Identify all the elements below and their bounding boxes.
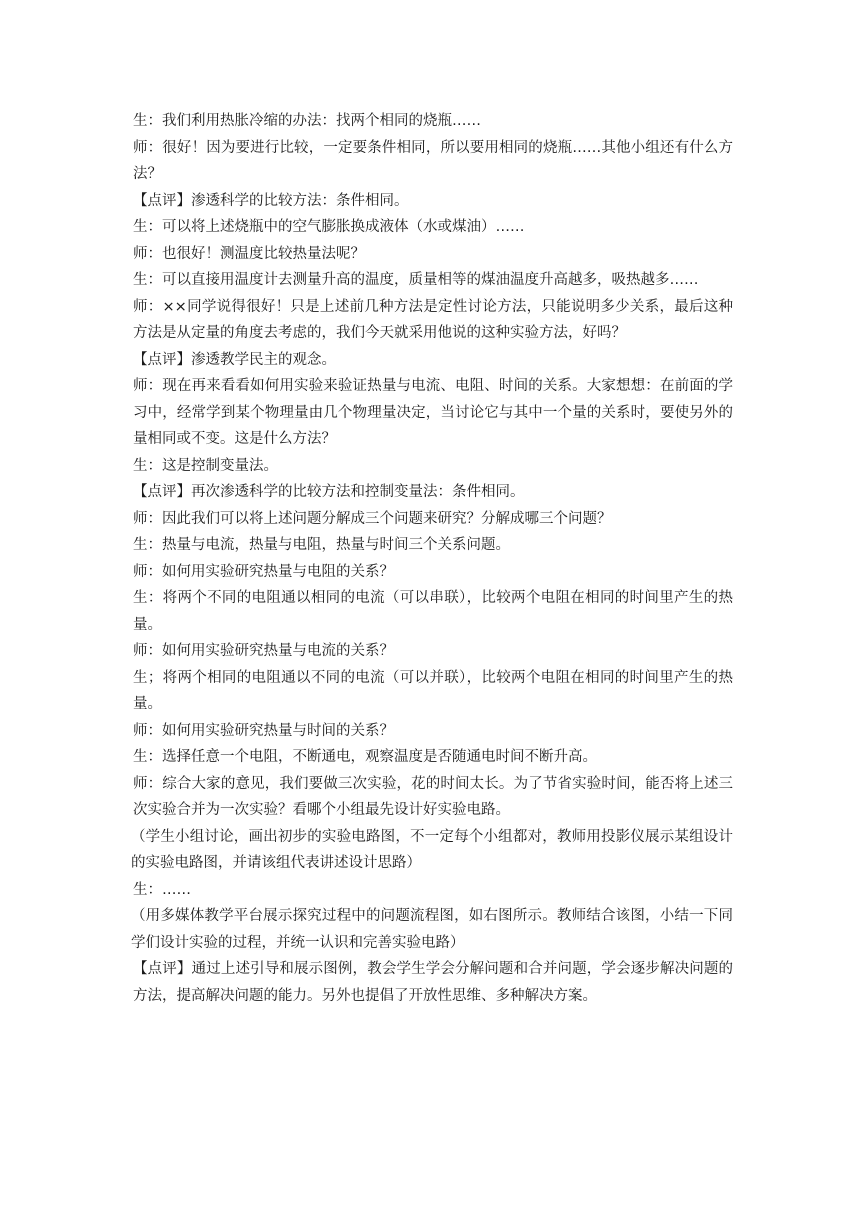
commentary: 【点评】通过上述引导和展示图例，教会学生学会分解问题和合并问题，学会逐步解决问题的方法，提高解决问题的能力。另外也提倡了开放性思维、多种解决方案。 xyxy=(133,961,733,1004)
dialogue-student: 生：热量与电流，热量与电阻，热量与时间三个关系问题。 xyxy=(133,537,510,553)
dialogue-student: 生：可以将上述烧瓶中的空气膨胀换成液体（水或煤油）…… xyxy=(133,219,525,235)
commentary: 【点评】渗透科学的比较方法：条件相同。 xyxy=(133,192,409,209)
dialogue-student: 生：…… xyxy=(133,881,191,898)
dialogue-student: 生：将两个不同的电阻通以相同的电流（可以串联），比较两个电阻在相同的时间里产生的热量。 xyxy=(133,590,733,633)
commentary: 【点评】再次渗透科学的比较方法和控制变量法：条件相同。 xyxy=(133,484,525,500)
stage-direction: （用多媒体教学平台展示探究过程中的问题流程图，如右图所示。教师结合该图，小结一下同学们设计实验的过程，并统一认识和完善实验电路） xyxy=(131,908,733,951)
dialogue-teacher: 师：综合大家的意见，我们要做三次实验，花的时间太长。为了节省实验时间，能否将上述三次实验合并为一次实验？看哪个小组最先设计好实验电路。 xyxy=(133,775,733,818)
dialogue-student: 生；将两个相同的电阻通以不同的电流（可以并联），比较两个电阻在相同的时间里产生的热量。 xyxy=(133,669,733,712)
document-body xyxy=(133,108,733,1009)
dialogue-student: 生：这是控制变量法。 xyxy=(133,457,278,474)
dialogue-teacher: 师：××同学说得很好！只是上述前几种方法是定性讨论方法，只能说明多少关系，最后这种方法是从定量的角度去考虑的，我们今天就采用他说的这种实验方法，好吗？ xyxy=(133,298,733,341)
dialogue-teacher: 师：如何用实验研究热量与电阻的关系？ xyxy=(133,563,394,580)
dialogue-teacher: 师：很好！因为要进行比较，一定要条件相同，所以要用相同的烧瓶……其他小组还有什么方法？ xyxy=(133,139,733,182)
dialogue-teacher: 师：也很好！测温度比较热量法呢？ xyxy=(133,245,365,262)
dialogue-teacher: 师：如何用实验研究热量与电流的关系？ xyxy=(133,643,394,659)
dialogue-teacher: 师：因此我们可以将上述问题分解成三个问题来研究？分解成哪三个问题？ xyxy=(133,510,612,527)
dialogue-student: 生：选择任意一个电阻，不断通电，观察温度是否随通电时间不断升高。 xyxy=(133,749,597,765)
commentary: 【点评】渗透教学民主的观念。 xyxy=(133,351,336,368)
stage-direction: （学生小组讨论，画出初步的实验电路图，不一定每个小组都对，教师用投影仪展示某组设计的实验电路图，并请该组代表讲述设计思路） xyxy=(131,828,733,871)
dialogue-teacher: 师：现在再来看看如何用实验来验证热量与电流、电阻、时间的关系。大家想想：在前面的学习中，经常学到某个物理量由几个物理量决定，当讨论它与其中一个量的关系时，要使另外的量相同或不变。这是什么方法？ xyxy=(133,378,733,447)
dialogue-teacher: 师：如何用实验研究热量与时间的关系？ xyxy=(133,722,394,739)
dialogue-student: 生：可以直接用温度计去测量升高的温度，质量相等的煤油温度升高越多，吸热越多…… xyxy=(133,272,699,288)
dialogue-student: 生：我们利用热胀冷缩的办法：找两个相同的烧瓶…… xyxy=(133,113,481,129)
